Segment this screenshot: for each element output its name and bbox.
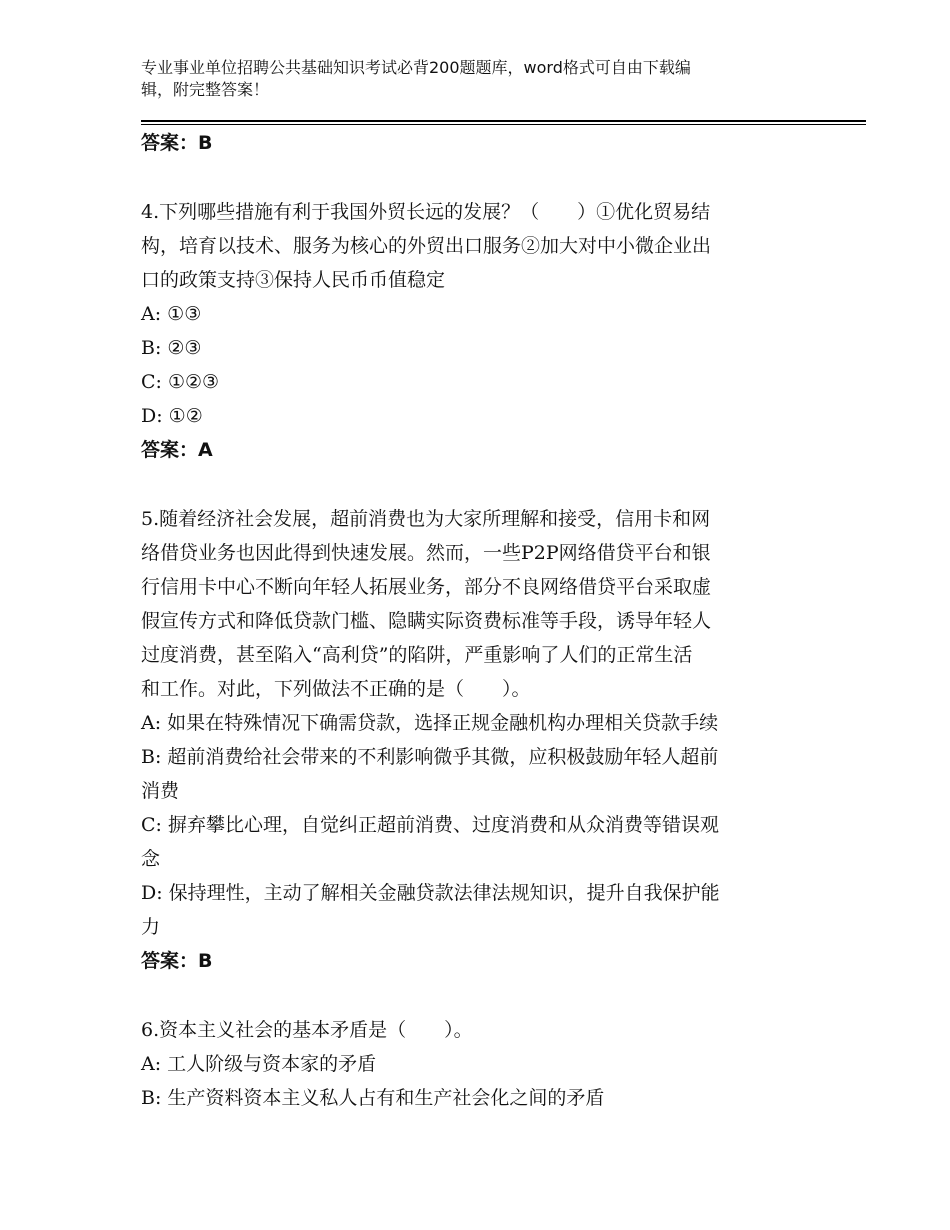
- answer-line: 答案：B: [141, 950, 213, 972]
- option-line: D: ①②: [141, 405, 203, 427]
- question-block: [141, 1013, 806, 1115]
- header-line-2: 辑，附完整答案！: [141, 80, 270, 99]
- option-line: 念: [141, 848, 161, 870]
- question-text-line: 6.资本主义社会的基本矛盾是（ ）。: [141, 1019, 473, 1041]
- option-line: A: 如果在特殊情况下确需贷款，选择正规金融机构办理相关贷款手续: [141, 712, 719, 734]
- question-text-line: 络借贷业务也因此得到快速发展。然而，一些P2P网络借贷平台和银: [141, 542, 711, 564]
- option-line: C: ①②③: [141, 371, 220, 393]
- option-line: B: 超前消费给社会带来的不利影响微乎其微，应积极鼓励年轻人超前: [141, 746, 719, 768]
- header-line-1: 专业事业单位招聘公共基础知识考试必背200题题库，word格式可自由下载编: [141, 58, 691, 77]
- option-line: C: 摒弃攀比心理，自觉纠正超前消费、过度消费和从众消费等错误观: [141, 814, 719, 836]
- option-line: D: 保持理性，主动了解相关金融贷款法律法规知识，提升自我保护能: [141, 882, 720, 904]
- header-rule-thin: [141, 124, 866, 125]
- question-text-line: 构，培育以技术、服务为核心的外贸出口服务②加大对中小微企业出: [141, 235, 712, 257]
- question-text-line: 口的政策支持③保持人民币币值稳定: [141, 269, 446, 291]
- question-block: [141, 502, 806, 978]
- question-gap: [141, 978, 806, 1013]
- question-text-line: 4.下列哪些措施有利于我国外贸长远的发展？（ ）①优化贸易结: [141, 201, 711, 223]
- page-header: [141, 57, 801, 101]
- option-line: 力: [141, 916, 161, 938]
- option-line: A: ①③: [141, 303, 202, 325]
- question-text-line: 假宣传方式和降低贷款门槛、隐瞒实际资费标准等手段，诱导年轻人: [141, 610, 712, 632]
- question-text-line: 过度消费，甚至陷入“高利贷”的陷阱，严重影响了人们的正常生活: [141, 644, 693, 666]
- question-text-line: 行信用卡中心不断向年轻人拓展业务，部分不良网络借贷平台采取虚: [141, 576, 712, 598]
- option-line: B: 生产资料资本主义私人占有和生产社会化之间的矛盾: [141, 1087, 605, 1109]
- document-body: [141, 126, 806, 1115]
- question-text-line: 5.随着经济社会发展，超前消费也为大家所理解和接受，信用卡和网: [141, 508, 711, 530]
- header-rule-thick: [141, 120, 866, 122]
- question-text-line: 和工作。对此，下列做法不正确的是（ ）。: [141, 678, 531, 700]
- question-block: [141, 195, 806, 467]
- option-line: B: ②③: [141, 337, 202, 359]
- question-gap: [141, 467, 806, 502]
- previous-answer: 答案：B: [141, 132, 213, 154]
- answer-line: 答案：A: [141, 439, 213, 461]
- option-line: 消费: [141, 780, 180, 802]
- question-gap: [141, 160, 806, 195]
- option-line: A: 工人阶级与资本家的矛盾: [141, 1053, 377, 1075]
